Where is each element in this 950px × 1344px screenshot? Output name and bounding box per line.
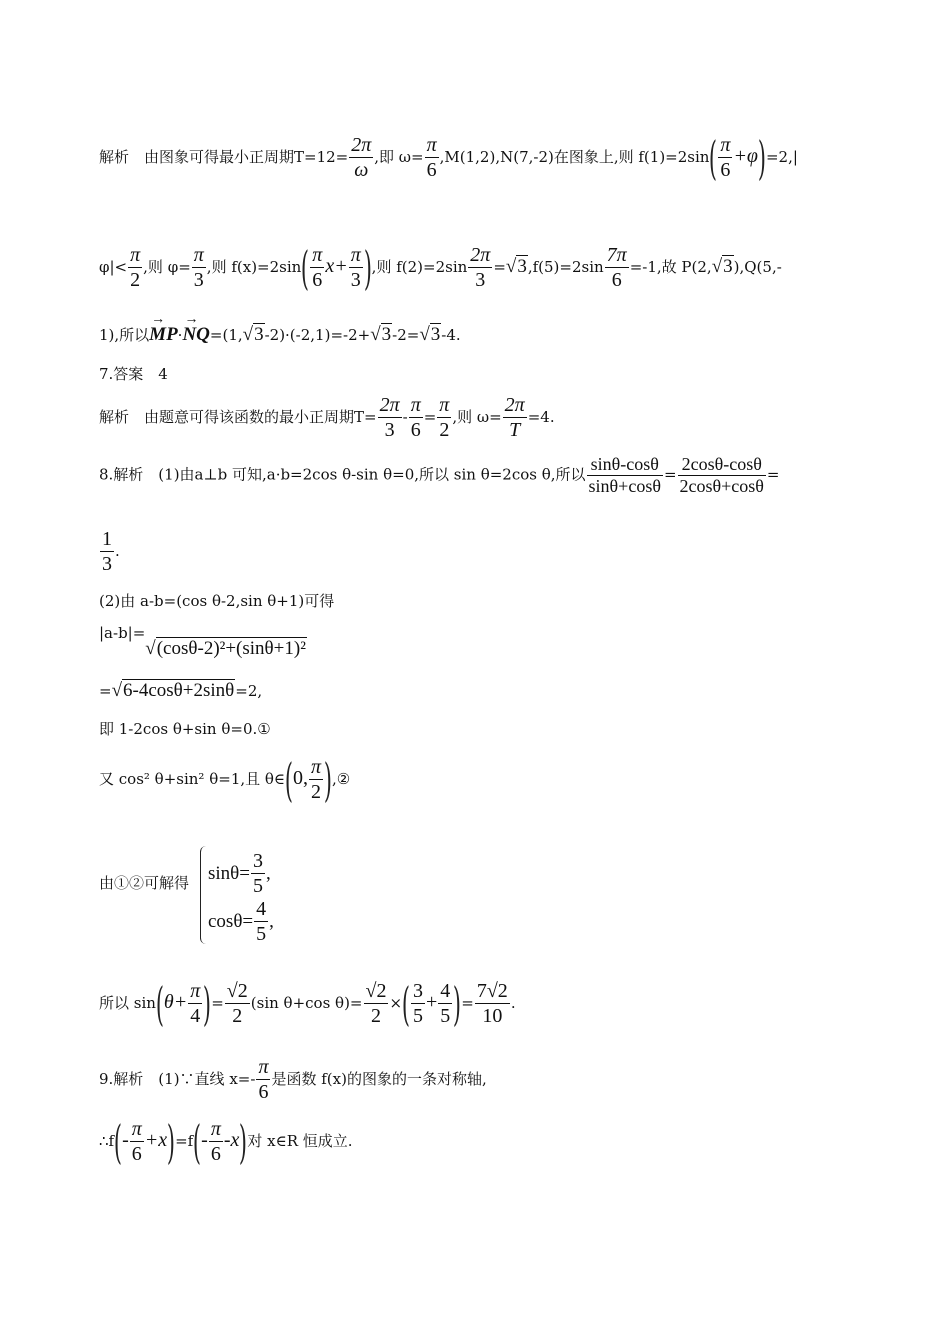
denominator: sinθ+cosθ (588, 475, 661, 496)
text: ,则 ω= (452, 408, 502, 426)
right-paren: ) (453, 977, 462, 1031)
expr: +φ (733, 145, 758, 167)
text: ,M(1,2),N(7,-2)在图象上,则 f(1)=2sin (439, 148, 710, 166)
fraction (503, 394, 527, 442)
numerator: 2cosθ-cosθ (678, 454, 766, 476)
text: ,② (331, 770, 351, 788)
numerator: π (720, 134, 731, 156)
expr: θ+ (163, 991, 188, 1013)
numerator: π (310, 756, 322, 778)
solution-8-part-2 (99, 590, 334, 611)
text: 解析 由题意可得该函数的最小正周期T= (99, 408, 377, 426)
numerator: π (410, 394, 421, 416)
text: (sin θ+cos θ)= (250, 994, 363, 1012)
text: · (177, 326, 183, 344)
symmetry-condition (99, 1115, 353, 1169)
text: = (663, 465, 677, 484)
denominator: 6 (258, 1081, 269, 1103)
left-paren: ( (155, 977, 164, 1031)
sqrt: √3 (419, 324, 441, 345)
fraction (605, 244, 629, 292)
vector-nq: → NQ (182, 324, 209, 346)
numerator: π (130, 244, 141, 266)
equation-2 (99, 753, 351, 807)
text: = (461, 994, 474, 1012)
denominator: 2 (439, 419, 450, 441)
solution-8-result (99, 528, 120, 576)
denominator: 5 (413, 1005, 424, 1027)
expr: - (201, 1129, 208, 1151)
text: × (389, 994, 403, 1012)
text: =-1,故 P(2, (629, 258, 712, 276)
denominator: T (509, 419, 521, 441)
left-paren: ( (284, 753, 294, 807)
text: ,则 φ= (143, 258, 191, 276)
numerator: sinθ-cosθ (587, 454, 663, 476)
text: = (493, 258, 506, 276)
radicand: 3 (381, 324, 392, 345)
right-paren: ) (203, 977, 212, 1031)
denominator: 5 (253, 875, 263, 897)
left-paren: ( (114, 1115, 123, 1169)
numerator: 2π (470, 244, 491, 266)
text: (2)由 a-b=(cos θ-2,sin θ+1)可得 (99, 592, 335, 610)
numerator: 4 (440, 980, 451, 1002)
text: ),Q(5,- (733, 258, 782, 276)
numerator: 2π (379, 394, 400, 416)
text: 所以 sin (99, 994, 156, 1012)
numerator: π (190, 980, 201, 1002)
fraction (587, 454, 663, 497)
text: =4. (527, 408, 555, 426)
right-paren: ) (167, 1115, 176, 1169)
numerator: 7√2 (476, 980, 508, 1002)
text: 7.答案 4 (99, 365, 168, 383)
fraction (309, 756, 323, 804)
text: = (423, 408, 437, 426)
numerator: π (350, 244, 361, 266)
right-paren: ) (239, 1115, 248, 1169)
text: -2= (392, 326, 420, 344)
text: =(1, (209, 326, 243, 344)
text: -4. (441, 326, 461, 344)
denominator: 6 (720, 159, 731, 181)
fraction (437, 394, 451, 442)
sqrt: √3 (242, 324, 264, 345)
text: ,即 ω= (374, 148, 424, 166)
text: . (115, 542, 120, 560)
left-paren: ( (709, 131, 718, 185)
numerator: √2 (365, 980, 387, 1002)
numerator: 3 (413, 980, 424, 1002)
radicand: 3 (517, 256, 527, 277)
fraction (409, 394, 423, 442)
right-paren: ) (757, 131, 767, 185)
fraction (209, 1118, 223, 1166)
fraction (251, 850, 265, 898)
fraction (364, 980, 389, 1028)
expr: - (122, 1129, 129, 1151)
text: =2,| (765, 148, 798, 166)
denominator: 6 (210, 1143, 221, 1165)
text: 8.解析 (1)由a⊥b 可知,a·b=2cos θ-sin θ=0,所以 sin θ=2cos θ,所以 (99, 465, 586, 484)
text: + (426, 991, 438, 1013)
numerator: π (426, 134, 437, 156)
fraction (256, 1056, 270, 1104)
numerator: π (258, 1056, 269, 1078)
denominator: 3 (350, 269, 361, 291)
numerator: π (312, 244, 323, 266)
fraction (192, 244, 206, 292)
text: 解析 由图象可得最小正周期T=12= (99, 148, 349, 166)
text: 9.解析 (1)∵直线 x=- (99, 1070, 256, 1088)
text: =f (175, 1132, 194, 1150)
vector-mp: → MP (149, 324, 178, 346)
numerator: 2π (504, 394, 525, 416)
solution-8-final (99, 977, 516, 1031)
text: 由①②可解得 (99, 874, 190, 892)
numerator: π (193, 244, 204, 266)
text: , (269, 911, 274, 932)
denominator: ω (354, 159, 369, 181)
denominator: 6 (312, 269, 323, 291)
radicand: (cosθ-2)²+(sinθ+1)² (156, 638, 306, 659)
text: = (766, 465, 780, 484)
radicand: 3 (723, 256, 733, 277)
sqrt: √3 (370, 324, 392, 345)
sqrt: √(cosθ-2)²+(sinθ+1)² (145, 638, 306, 659)
text: ,f(5)=2sin (527, 258, 604, 276)
fraction (475, 980, 510, 1028)
denominator: 3 (475, 269, 486, 291)
denominator: 3 (384, 419, 395, 441)
denominator: 3 (193, 269, 204, 291)
left-paren: ( (401, 977, 411, 1031)
fraction (349, 134, 373, 182)
numerator: 1 (102, 528, 112, 550)
denominator: 6 (410, 419, 421, 441)
radicand: 3 (254, 324, 264, 345)
numerator: π (439, 394, 450, 416)
sqrt: √6-4cosθ+2sinθ (111, 680, 235, 701)
fraction (254, 898, 268, 946)
text: , (266, 863, 271, 884)
denominator: 2 (370, 1005, 381, 1027)
expr: sinθ= (208, 863, 250, 884)
radicand: 3 (430, 324, 441, 345)
denominator: 6 (131, 1143, 142, 1165)
text: ,则 f(x)=2sin (206, 258, 302, 276)
right-paren: ) (363, 241, 372, 295)
solution-8-part-1 (99, 454, 780, 497)
expr: x+ (325, 255, 348, 277)
fraction (425, 134, 439, 182)
denominator: 5 (256, 923, 267, 945)
solution-9-part-1 (99, 1056, 487, 1104)
fraction (468, 244, 492, 292)
radicand: 6-4cosθ+2sinθ (123, 680, 235, 701)
expr: -x (223, 1129, 240, 1151)
solution-6-line-1 (99, 131, 798, 185)
text: 对 x∈R 恒成立. (247, 1132, 353, 1150)
fraction (225, 980, 250, 1028)
numerator: 3 (253, 850, 263, 872)
text: = (211, 994, 224, 1012)
text: ,则 f(2)=2sin (371, 258, 468, 276)
fraction (678, 454, 766, 497)
text: 又 cos² θ+sin² θ=1,且 θ∈ (99, 770, 286, 788)
system-brace (200, 846, 207, 944)
text: . (510, 994, 516, 1012)
denominator: 2cosθ+cosθ (679, 475, 764, 496)
text: ∴f (99, 1132, 115, 1150)
numerator: 4 (256, 898, 267, 920)
expr: 0, (292, 767, 308, 789)
fraction (188, 980, 202, 1028)
numerator: √2 (226, 980, 248, 1002)
text: φ|< (99, 258, 128, 276)
denominator: 3 (102, 553, 112, 575)
solution-7 (99, 394, 555, 442)
denominator: 2 (232, 1005, 243, 1027)
text: =2, (235, 682, 263, 700)
solution-6-line-3 (99, 324, 461, 346)
expr: +x (144, 1129, 168, 1151)
left-paren: ( (301, 241, 310, 295)
fraction (100, 528, 114, 576)
text: = (99, 682, 112, 700)
norm-simplified (99, 680, 262, 702)
numerator: π (131, 1118, 142, 1140)
fraction (310, 244, 324, 292)
answer-7 (99, 363, 168, 384)
text: 1),所以 (99, 326, 150, 344)
numerator: π (210, 1118, 221, 1140)
denominator: 2 (311, 781, 321, 803)
text: - (402, 408, 408, 426)
left-paren: ( (193, 1115, 202, 1169)
fraction (411, 980, 425, 1028)
system-of-equations (99, 872, 189, 893)
denominator: 6 (611, 269, 622, 291)
solution-6-line-2 (99, 241, 782, 295)
denominator: 4 (190, 1005, 201, 1027)
text: 是函数 f(x)的图象的一条对称轴, (271, 1070, 487, 1088)
text: -2)·(-2,1)=-2+ (264, 326, 371, 344)
sqrt: √3 (505, 256, 527, 277)
expr: cosθ= (208, 911, 254, 932)
system-row-cos (208, 898, 274, 946)
fraction (349, 244, 363, 292)
numerator: 7π (606, 244, 627, 266)
text: 即 1-2cos θ+sin θ=0.① (99, 720, 271, 738)
right-paren: ) (323, 753, 333, 807)
denominator: 6 (426, 159, 437, 181)
sqrt: √3 (711, 256, 733, 277)
fraction (718, 134, 732, 182)
fraction (438, 980, 452, 1028)
fraction (378, 394, 402, 442)
denominator: 5 (440, 1005, 451, 1027)
fraction (128, 244, 142, 292)
fraction (130, 1118, 144, 1166)
numerator: 2π (351, 134, 372, 156)
equation-1 (99, 718, 271, 739)
denominator: 2 (130, 269, 141, 291)
text: |a-b|= (99, 624, 146, 642)
denominator: 10 (482, 1005, 503, 1027)
system-row-sin (208, 850, 271, 898)
norm-expression (99, 624, 307, 660)
